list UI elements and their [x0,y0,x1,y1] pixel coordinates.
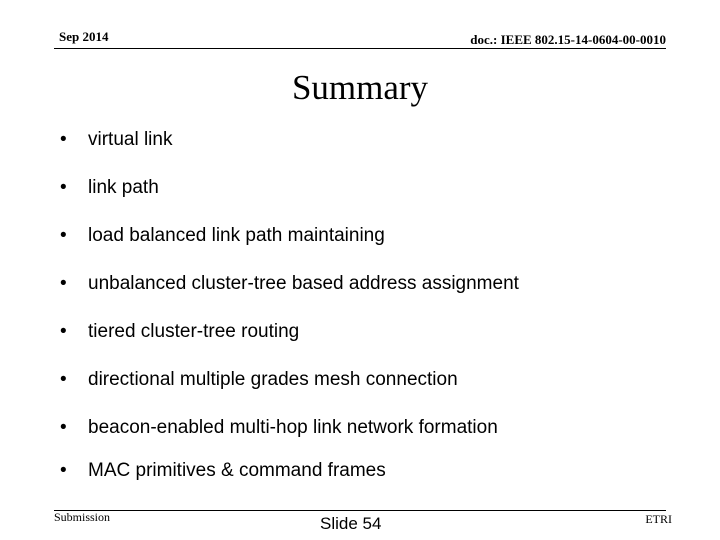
bullet-symbol: • [60,369,67,390]
bullet-text: link path [88,177,159,198]
header-doc-id: doc.: IEEE 802.15-14-0604-00-0010 [470,32,666,47]
bullet-item [60,128,680,152]
bullet-symbol: • [60,225,67,246]
header-divider [54,48,666,49]
bullet-text: virtual link [88,129,173,150]
bullet-item [60,320,680,344]
footer-slide-number: Slide 54 [320,514,382,533]
bullet-text: load balanced link path maintaining [88,225,385,246]
footer-divider [54,510,666,511]
footer-submission: Submission [54,510,111,524]
bullet-symbol: • [60,321,67,342]
bullet-item [60,459,680,483]
slide-title: Summary [291,68,429,107]
bullet-symbol: • [60,129,67,150]
bullet-item [60,368,680,392]
bullet-symbol: • [60,417,67,438]
bullet-symbol: • [60,177,67,198]
bullet-text: MAC primitives & command frames [88,460,386,481]
bullet-text: directional multiple grades mesh connection [88,369,458,390]
bullet-symbol: • [60,273,67,294]
bullet-item [60,416,680,440]
bullet-item [60,176,680,200]
bullet-list [60,128,680,483]
bullet-symbol: • [60,460,67,481]
bullet-text: unbalanced cluster-tree based address assignment [88,273,519,294]
footer-organization: ETRI [645,512,672,526]
bullet-text: tiered cluster-tree routing [88,321,300,342]
bullet-text: beacon-enabled multi-hop link network formation [88,417,498,438]
bullet-item [60,272,680,296]
header-date: Sep 2014 [59,29,109,44]
bullet-item [60,224,680,248]
